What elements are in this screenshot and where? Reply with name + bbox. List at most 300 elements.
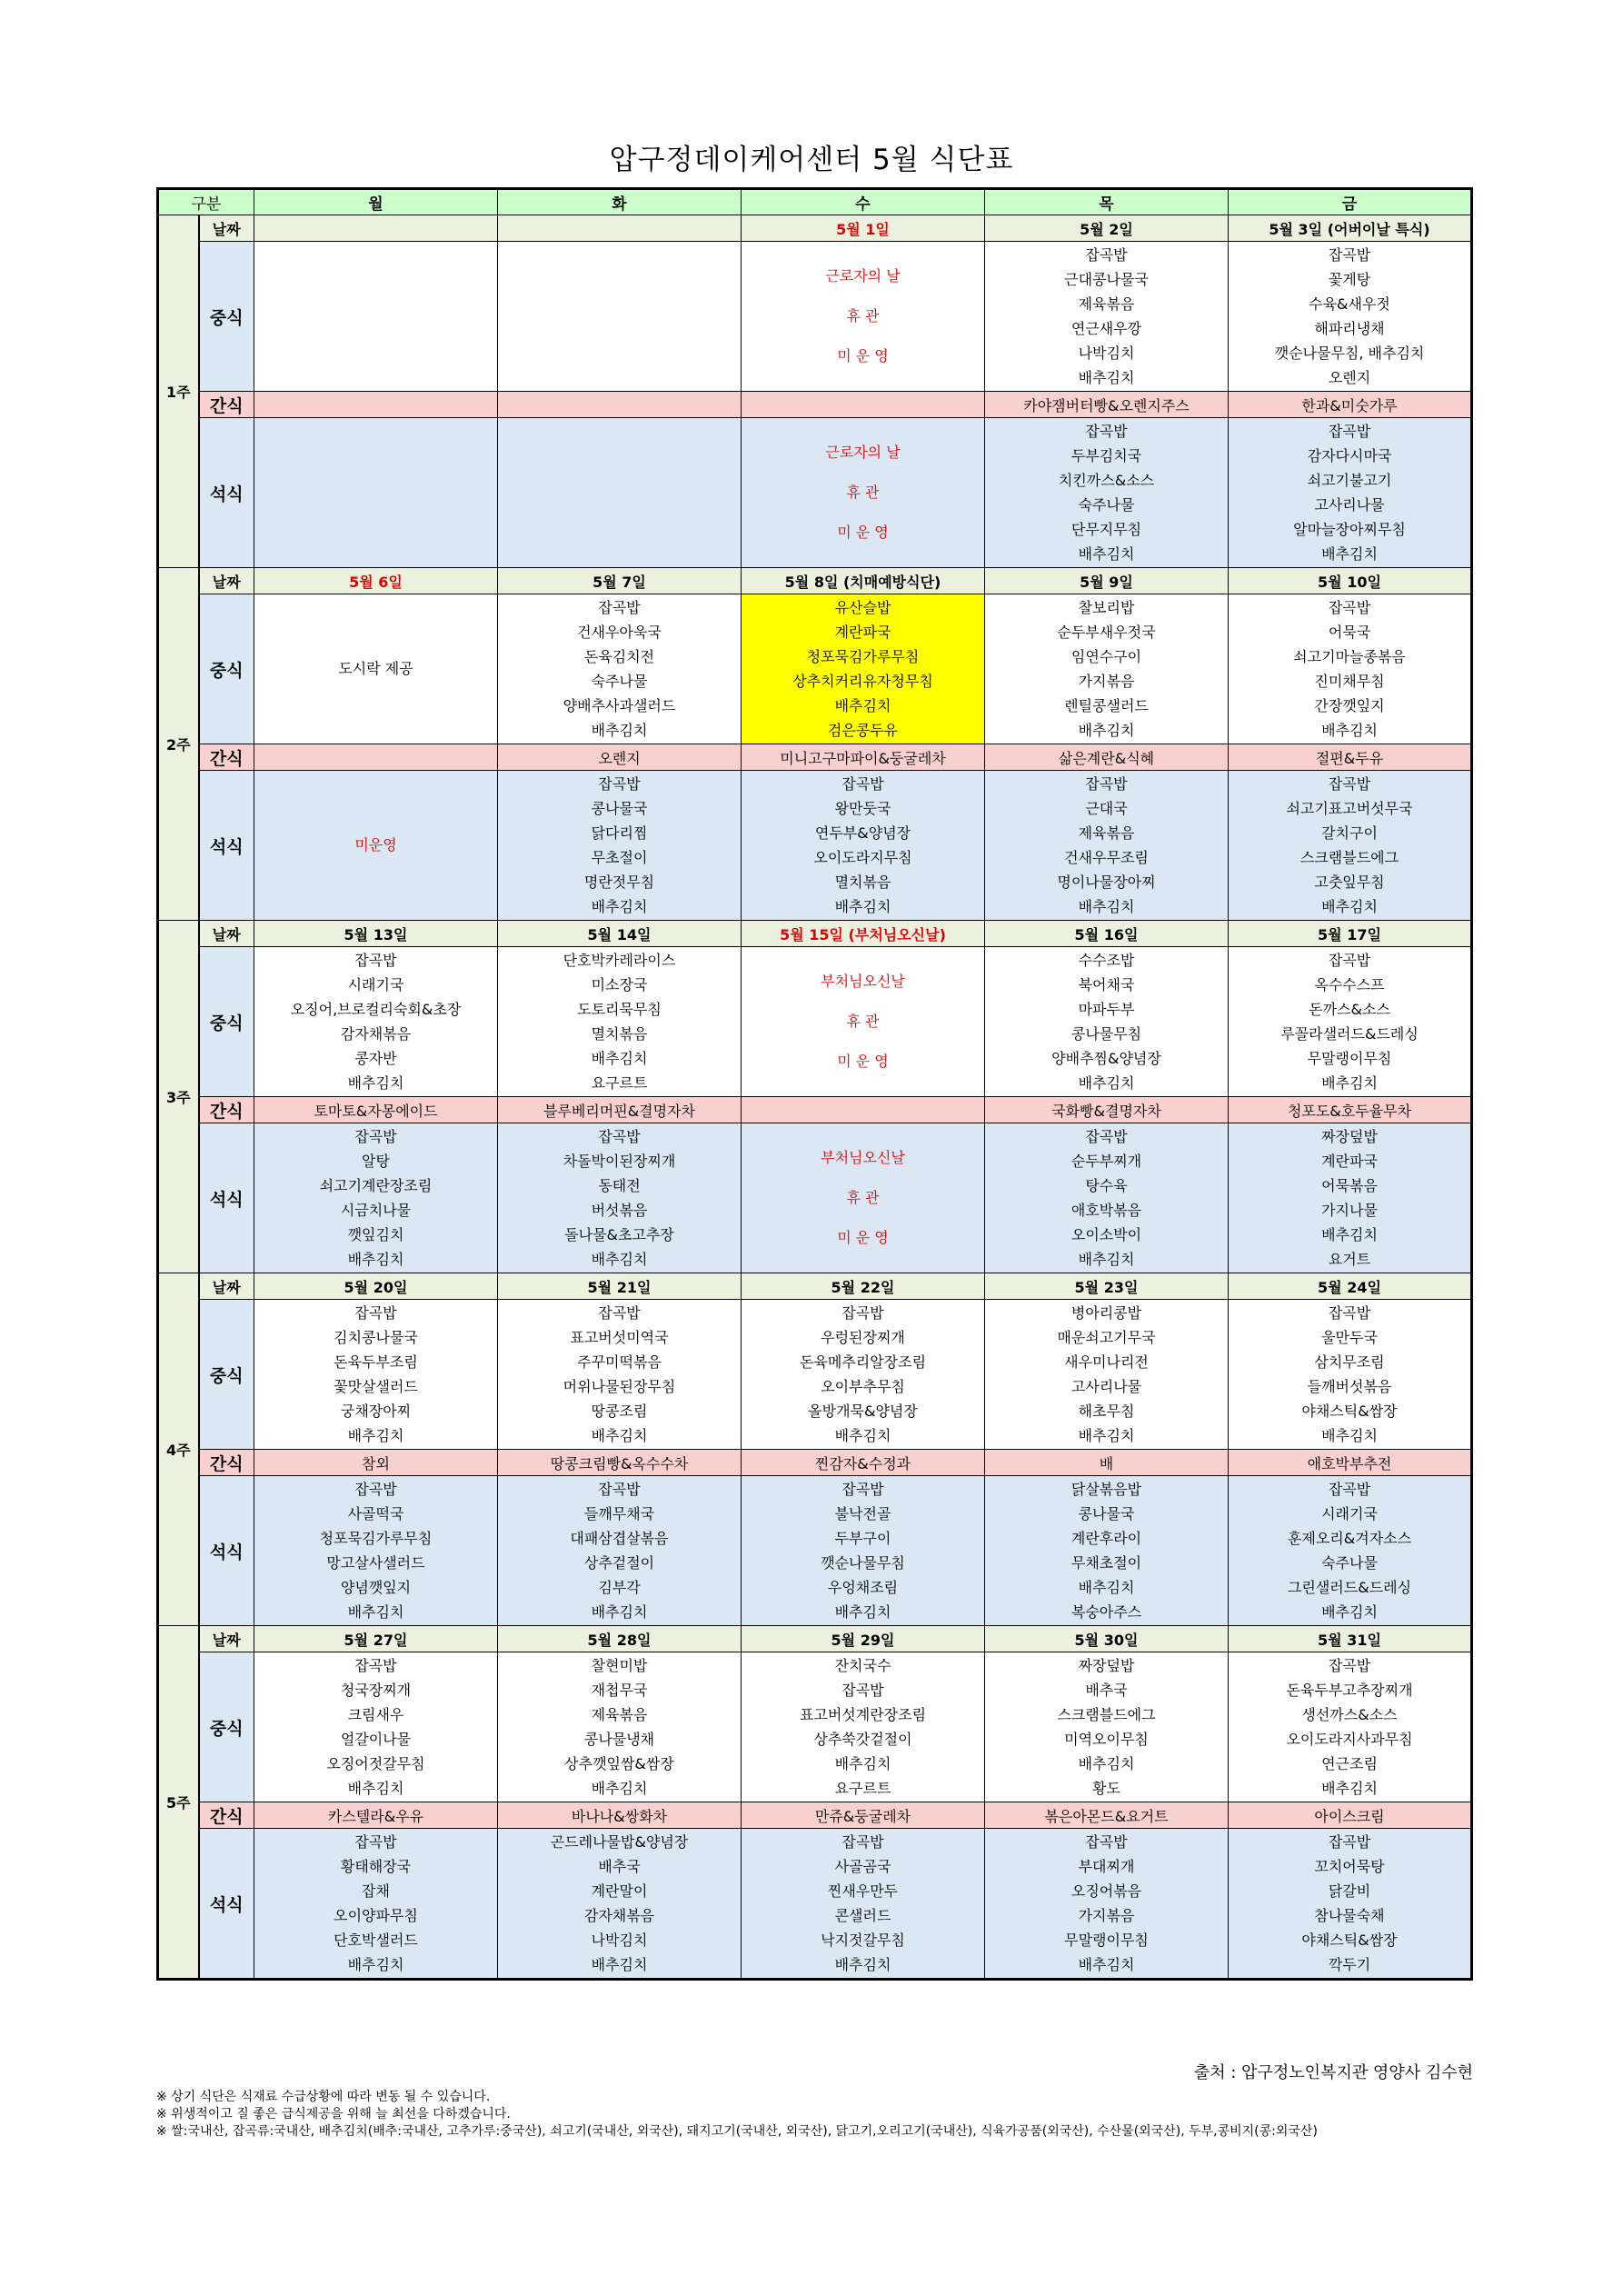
menu-item: 잡곡밥 <box>1085 1128 1128 1145</box>
menu-item: 잡곡밥 <box>354 1481 397 1498</box>
menu-item: 명이나물장아찌 <box>1057 873 1156 891</box>
menu-item: 콩자반 <box>354 1050 397 1067</box>
menu-item: 크림새우 <box>347 1706 404 1723</box>
menu-item: 곤드레나물밥&양념장 <box>550 1833 689 1851</box>
menu-item: 배추김치 <box>347 1427 404 1444</box>
dinner-row <box>158 771 1472 921</box>
menu-item: 알마늘장아찌무침 <box>1293 521 1406 538</box>
menu-item: 배추김치 <box>1321 898 1378 915</box>
lunch-cell <box>498 594 742 744</box>
menu-item: 단호박카레라이스 <box>563 952 676 969</box>
menu-item: 잡곡밥 <box>841 1481 884 1498</box>
snack-cell <box>1229 1802 1472 1829</box>
menu-item: 꽃맛살샐러드 <box>334 1378 418 1395</box>
row-label-snack: 간식 <box>199 744 254 771</box>
menu-item: 배추김치 <box>591 1427 648 1444</box>
lunch-cell <box>985 594 1229 744</box>
menu-item: 잡곡밥 <box>598 1481 641 1498</box>
row-label-date: 날짜 <box>199 1273 254 1300</box>
menu-item: 갈치구이 <box>1321 824 1378 842</box>
menu-item: 배추김치 <box>591 1780 648 1797</box>
lunch-cell <box>985 242 1229 392</box>
menu-item: 무말랭이무침 <box>1064 1932 1149 1949</box>
snack-cell <box>1229 1450 1472 1476</box>
menu-item: 배추김치 <box>591 1251 648 1268</box>
menu-item: 깻순나물무침 <box>821 1554 905 1572</box>
menu-item: 잡곡밥 <box>1328 423 1371 440</box>
lunch-cell <box>742 947 985 1097</box>
menu-item: 김부각 <box>598 1579 641 1596</box>
menu-item: 잡곡밥 <box>354 952 397 969</box>
menu-item: 무채초절이 <box>1070 1554 1142 1572</box>
date-cell: 5월 7일 <box>498 568 742 594</box>
menu-item: 무초절이 <box>591 849 648 866</box>
lunch-cell <box>1229 1300 1472 1450</box>
date-cell: 5월 21일 <box>498 1273 742 1300</box>
lunch-cell <box>498 947 742 1097</box>
menu-item: 미 운 영 <box>837 524 889 541</box>
date-row <box>158 568 1472 594</box>
lunch-cell <box>742 1652 985 1802</box>
menu-item: 배추김치 <box>591 1956 648 1973</box>
lunch-cell <box>985 1652 1229 1802</box>
menu-item: 미 운 영 <box>837 1229 889 1246</box>
menu-item: 돈육두부고추장찌개 <box>1286 1682 1413 1699</box>
dinner-cell <box>742 418 985 568</box>
snack-cell <box>254 392 498 418</box>
date-cell: 5월 2일 <box>985 215 1229 242</box>
menu-item: 오이도라지사과무침 <box>1286 1731 1413 1748</box>
week-label: 5주 <box>158 1626 199 1980</box>
menu-item: 배추김치 <box>347 1603 404 1621</box>
dinner-cell <box>498 771 742 921</box>
menu-item: 미소장국 <box>591 976 648 993</box>
dinner-cell <box>1229 771 1472 921</box>
menu-item: 순두부찌개 <box>1070 1153 1142 1170</box>
menu-item: 휴 관 <box>846 484 880 501</box>
menu-item: 해초무침 <box>1078 1403 1135 1420</box>
lunch-cell <box>498 1300 742 1450</box>
snack-item: 블루베리머핀&결명자차 <box>543 1102 696 1120</box>
menu-item: 잡곡밥 <box>354 1304 397 1322</box>
date-cell: 5월 20일 <box>254 1273 498 1300</box>
menu-item: 단무지무침 <box>1070 521 1142 538</box>
menu-item: 고춧잎무침 <box>1314 873 1385 891</box>
date-cell: 5월 13일 <box>254 921 498 947</box>
menu-item: 잡곡밥 <box>1328 599 1371 616</box>
menu-item: 청국장찌개 <box>340 1682 412 1699</box>
menu-item: 닭살볶음밥 <box>1070 1481 1142 1498</box>
menu-item: 사골곰국 <box>834 1858 891 1875</box>
menu-item: 잡곡밥 <box>841 1682 884 1699</box>
menu-item: 콩나물냉채 <box>583 1731 655 1748</box>
menu-item: 가지나물 <box>1321 1202 1378 1219</box>
menu-item: 사골떡국 <box>347 1505 404 1522</box>
menu-item: 배추김치 <box>1078 1956 1135 1973</box>
menu-item: 상추쑥갓겉절이 <box>813 1731 912 1748</box>
menu-item: 잡곡밥 <box>1085 1833 1128 1851</box>
dinner-cell <box>985 771 1229 921</box>
snack-cell <box>742 1097 985 1123</box>
menu-item: 배추김치 <box>834 1755 891 1772</box>
menu-item: 근로자의 날 <box>825 444 901 461</box>
note-line: ※ 상기 식단은 식재료 수급상황에 따라 변동 될 수 있습니다. <box>156 2090 491 2104</box>
menu-item: 쇠고기마늘종볶음 <box>1293 648 1406 665</box>
menu-item: 부처님오신날 <box>821 973 905 990</box>
menu-item: 쇠고기계란장조림 <box>319 1177 433 1194</box>
menu-item: 배추김치 <box>834 1427 891 1444</box>
menu-item: 잡채 <box>362 1882 390 1900</box>
header-day: 수 <box>742 189 985 215</box>
menu-item: 치킨까스&소스 <box>1058 472 1155 489</box>
menu-item: 수육&새우젓 <box>1309 295 1390 313</box>
lunch-cell <box>1229 242 1472 392</box>
menu-item: 잡곡밥 <box>1328 1657 1371 1674</box>
menu-item: 계란파국 <box>1321 1153 1378 1170</box>
date-cell: 5월 3일 (어버이날 특식) <box>1229 215 1472 242</box>
header-day: 목 <box>985 189 1229 215</box>
source-credit: 출처 : 압구정노인복지관 영양사 김수현 <box>1193 2063 1473 2082</box>
menu-item: 돈육메추리알장조림 <box>799 1353 927 1371</box>
menu-item: 오이도라지무침 <box>813 849 912 866</box>
menu-item: 애호박볶음 <box>1070 1202 1142 1219</box>
menu-item: 오렌지 <box>1328 369 1371 386</box>
dinner-cell <box>1229 1476 1472 1626</box>
row-label-dinner: 석식 <box>199 1123 254 1273</box>
menu-item: 꽃게탕 <box>1328 271 1371 288</box>
dinner-cell <box>1229 418 1472 568</box>
menu-item: 고사리나물 <box>1314 496 1385 514</box>
menu-item: 두부구이 <box>834 1530 891 1547</box>
lunch-cell <box>985 947 1229 1097</box>
date-cell: 5월 1일 <box>742 215 985 242</box>
row-label-date: 날짜 <box>199 215 254 242</box>
menu-item: 렌틸콩샐러드 <box>1064 697 1149 714</box>
menu-item: 숙주나물 <box>1078 496 1135 514</box>
menu-item: 도시락 제공 <box>338 660 413 677</box>
snack-item: 애호박부추전 <box>1307 1454 1392 1472</box>
menu-item: 배추김치 <box>1078 1579 1135 1596</box>
snack-row <box>158 1802 1472 1829</box>
snack-item: 절편&두유 <box>1315 749 1384 767</box>
snack-item: 미니고구마파이&둥굴레차 <box>780 749 946 767</box>
dinner-cell <box>498 1829 742 1980</box>
row-label-lunch: 중식 <box>199 1652 254 1802</box>
lunch-row <box>158 594 1472 744</box>
menu-item: 배추김치 <box>591 722 648 739</box>
snack-cell <box>254 1802 498 1829</box>
menu-item: 잡곡밥 <box>1085 775 1128 793</box>
dinner-cell <box>254 1476 498 1626</box>
date-cell: 5월 29일 <box>742 1626 985 1652</box>
menu-item: 양념깻잎지 <box>340 1579 412 1596</box>
menu-item: 버섯볶음 <box>591 1202 648 1219</box>
lunch-row <box>158 1652 1472 1802</box>
date-cell: 5월 15일 (부처님오신날) <box>742 921 985 947</box>
menu-item: 배추김치 <box>591 1603 648 1621</box>
menu-item: 요구르트 <box>591 1074 648 1092</box>
menu-item: 오징어젓갈무침 <box>326 1755 425 1772</box>
week-label: 3주 <box>158 921 199 1273</box>
dinner-cell <box>985 1829 1229 1980</box>
menu-item: 미역오이무침 <box>1064 1731 1149 1748</box>
snack-item: 토마토&자몽에이드 <box>314 1102 438 1120</box>
menu-item: 배추김치 <box>1321 545 1378 563</box>
date-row <box>158 215 1472 242</box>
date-cell <box>498 215 742 242</box>
snack-item: 한과&미숫가루 <box>1301 396 1398 414</box>
menu-item: 휴 관 <box>846 307 880 324</box>
menu-item: 오이양파무침 <box>334 1907 418 1924</box>
date-cell: 5월 17일 <box>1229 921 1472 947</box>
menu-item: 임연수구이 <box>1070 648 1142 665</box>
date-cell: 5월 9일 <box>985 568 1229 594</box>
menu-item: 미 운 영 <box>837 1053 889 1070</box>
menu-item: 멸치볶음 <box>591 1025 648 1043</box>
dinner-cell <box>1229 1829 1472 1980</box>
lunch-cell <box>254 242 498 392</box>
menu-item: 김치콩나물국 <box>334 1329 418 1346</box>
menu-item: 황도 <box>1092 1780 1120 1797</box>
row-label-date: 날짜 <box>199 1626 254 1652</box>
menu-item: 찰보리밥 <box>1078 599 1135 616</box>
menu-item: 배추국 <box>598 1858 641 1875</box>
row-label-dinner: 석식 <box>199 771 254 921</box>
menu-item: 복숭아주스 <box>1070 1603 1142 1621</box>
menu-item: 낙지젓갈무침 <box>821 1932 905 1949</box>
menu-item: 불낙전골 <box>834 1505 891 1522</box>
row-label-date: 날짜 <box>199 921 254 947</box>
date-cell: 5월 31일 <box>1229 1626 1472 1652</box>
lunch-row <box>158 242 1472 392</box>
menu-item: 재첩무국 <box>591 1682 648 1699</box>
menu-item: 잡곡밥 <box>598 775 641 793</box>
menu-item: 어묵국 <box>1328 624 1371 641</box>
lunch-cell <box>254 1300 498 1450</box>
row-label-dinner: 석식 <box>199 1829 254 1980</box>
menu-item: 휴 관 <box>846 1013 880 1030</box>
menu-item: 가지볶음 <box>1078 673 1135 690</box>
menu-item: 잡곡밥 <box>1328 246 1371 264</box>
menu-item: 깍두기 <box>1328 1956 1371 1973</box>
menu-item: 주꾸미떡볶음 <box>577 1353 662 1371</box>
lunch-cell <box>254 947 498 1097</box>
menu-item: 도토리묵무침 <box>577 1001 662 1018</box>
menu-item: 짜장덮밥 <box>1321 1128 1378 1145</box>
menu-item: 나박김치 <box>1078 344 1135 362</box>
date-row <box>158 1273 1472 1300</box>
snack-cell <box>1229 744 1472 771</box>
menu-item: 알탕 <box>362 1153 390 1170</box>
menu-item: 간장깻잎지 <box>1314 697 1385 714</box>
dinner-cell <box>254 418 498 568</box>
menu-item: 청포묵김가루무침 <box>319 1530 433 1547</box>
date-row <box>158 1626 1472 1652</box>
menu-item: 잡곡밥 <box>354 1657 397 1674</box>
menu-item: 망고살사샐러드 <box>326 1554 425 1572</box>
row-label-snack: 간식 <box>199 1802 254 1829</box>
menu-item: 꼬치어묵탕 <box>1314 1858 1385 1875</box>
menu-item: 표고버섯계란장조림 <box>799 1706 927 1723</box>
lunch-cell <box>742 1300 985 1450</box>
row-label-snack: 간식 <box>199 392 254 418</box>
menu-item: 배추김치 <box>1321 1427 1378 1444</box>
menu-item: 닭갈비 <box>1328 1882 1371 1900</box>
menu-item: 스크램블드에그 <box>1299 849 1399 866</box>
menu-item: 미 운 영 <box>837 347 889 364</box>
menu-item: 잡곡밥 <box>598 1304 641 1322</box>
menu-item: 잡곡밥 <box>841 1833 884 1851</box>
menu-item: 해파리냉채 <box>1314 320 1385 337</box>
snack-cell <box>1229 1097 1472 1123</box>
date-cell: 5월 22일 <box>742 1273 985 1300</box>
snack-item: 청포도&호두율무차 <box>1287 1102 1412 1120</box>
dinner-row <box>158 1123 1472 1273</box>
menu-item: 휴 관 <box>846 1189 880 1206</box>
menu-item: 계란파국 <box>834 624 891 641</box>
menu-item: 돌나물&초고추장 <box>564 1226 674 1243</box>
menu-item: 잡곡밥 <box>1085 423 1128 440</box>
row-label-snack: 간식 <box>199 1450 254 1476</box>
lunch-cell <box>1229 1652 1472 1802</box>
menu-item: 오징어볶음 <box>1070 1882 1142 1900</box>
lunch-cell <box>498 242 742 392</box>
menu-item: 가지볶음 <box>1078 1907 1135 1924</box>
menu-item: 제육볶음 <box>1078 295 1135 313</box>
menu-item: 동태전 <box>598 1177 641 1194</box>
week-label: 4주 <box>158 1273 199 1626</box>
header-day: 금 <box>1229 189 1472 215</box>
menu-item: 감자다시마국 <box>1307 447 1392 464</box>
menu-item: 배추김치 <box>1078 1251 1135 1268</box>
menu-item: 시래기국 <box>1321 1505 1378 1522</box>
menu-item: 고사리나물 <box>1070 1378 1142 1395</box>
menu-item: 무말랭이무침 <box>1307 1050 1392 1067</box>
snack-item: 국화빵&결명자차 <box>1051 1102 1161 1120</box>
menu-item: 짜장덮밥 <box>1078 1657 1135 1674</box>
dinner-row <box>158 1829 1472 1980</box>
date-row <box>158 921 1472 947</box>
menu-item: 북어채국 <box>1078 976 1135 993</box>
lunch-cell <box>1229 594 1472 744</box>
dinner-cell <box>985 1476 1229 1626</box>
menu-item: 배추김치 <box>834 697 891 714</box>
lunch-row <box>158 947 1472 1097</box>
menu-item: 배추김치 <box>1321 722 1378 739</box>
notes <box>156 2089 1474 2141</box>
menu-item: 잡곡밥 <box>1328 1304 1371 1322</box>
menu-item: 연근조림 <box>1321 1755 1378 1772</box>
date-cell: 5월 6일 <box>254 568 498 594</box>
menu-item: 콩나물국 <box>1078 1505 1135 1522</box>
snack-cell <box>498 1802 742 1829</box>
row-label-lunch: 중식 <box>199 947 254 1097</box>
menu-item: 제육볶음 <box>1078 824 1135 842</box>
menu-item: 건새우아욱국 <box>577 624 662 641</box>
menu-item: 매운쇠고기무국 <box>1057 1329 1156 1346</box>
menu-item: 훈제오리&겨자소스 <box>1287 1530 1412 1547</box>
dinner-cell <box>254 1123 498 1273</box>
header-row <box>158 189 1472 215</box>
menu-item: 배추김치 <box>1321 1780 1378 1797</box>
menu-item: 탕수육 <box>1085 1177 1128 1194</box>
menu-item: 제육볶음 <box>591 1706 648 1723</box>
row-label-dinner: 석식 <box>199 418 254 568</box>
menu-item: 상추치커리유자청무침 <box>792 673 933 690</box>
snack-cell <box>1229 392 1472 418</box>
menu-item: 우렁된장찌개 <box>821 1329 905 1346</box>
row-label-snack: 간식 <box>199 1097 254 1123</box>
menu-item: 그린샐러드&드레싱 <box>1287 1579 1412 1596</box>
note-line: ※ 쌀:국내산, 잡곡류:국내산, 배추김치(배추:국내산, 고추가루:중국산), 쇠고기(국내산, 외국산), 돼지고기(국내산, 외국산), 닭고기,오리고기(국내산), 식육가공품(외국산), 수산물(외국산), 두부,콩비지(콩:외국산) <box>156 2124 1318 2139</box>
snack-item: 오렌지 <box>598 749 641 767</box>
snack-cell <box>985 1450 1229 1476</box>
snack-item: 볶은아몬드&요거트 <box>1044 1807 1169 1825</box>
snack-cell <box>498 744 742 771</box>
menu-item: 우엉채조림 <box>827 1579 899 1596</box>
lunch-row <box>158 1300 1472 1450</box>
menu-item: 배추김치 <box>347 1074 404 1092</box>
menu-item: 배추김치 <box>1078 1427 1135 1444</box>
header-category: 구분 <box>158 189 254 215</box>
menu-item: 연근새우깡 <box>1070 320 1142 337</box>
date-cell: 5월 24일 <box>1229 1273 1472 1300</box>
menu-item: 검은콩두유 <box>827 722 899 739</box>
menu-item: 궁채장아찌 <box>340 1403 412 1420</box>
menu-item: 표고버섯미역국 <box>570 1329 669 1346</box>
menu-item: 잡곡밥 <box>598 1128 641 1145</box>
menu-item: 대패삼겹살볶음 <box>570 1530 669 1547</box>
menu-item: 닭다리찜 <box>591 824 648 842</box>
lunch-cell <box>254 594 498 744</box>
date-cell: 5월 28일 <box>498 1626 742 1652</box>
note-line: ※ 위생적이고 질 좋은 급식제공을 위해 늘 최선을 다하겠습니다. <box>156 2107 511 2121</box>
menu-item: 왕만둣국 <box>834 800 891 817</box>
snack-cell <box>498 1097 742 1123</box>
snack-item: 삶은계란&식혜 <box>1058 749 1155 767</box>
snack-cell <box>742 744 985 771</box>
lunch-cell <box>742 594 985 744</box>
menu-item: 시래기국 <box>347 976 404 993</box>
header-day: 월 <box>254 189 498 215</box>
menu-item: 계란말이 <box>591 1882 648 1900</box>
menu-item: 배추김치 <box>591 1050 648 1067</box>
menu-item: 감자채볶음 <box>340 1025 412 1043</box>
menu-item: 배추김치 <box>1078 722 1135 739</box>
menu-table <box>156 187 1473 1981</box>
row-label-lunch: 중식 <box>199 242 254 392</box>
menu-item: 배추김치 <box>1078 898 1135 915</box>
menu-item: 야채스틱&쌈장 <box>1301 1932 1398 1949</box>
menu-item: 올방개묵&양념장 <box>808 1403 918 1420</box>
menu-item: 야채스틱&쌈장 <box>1301 1403 1398 1420</box>
menu-item: 오이부추무침 <box>821 1378 905 1395</box>
menu-item: 유산슬밥 <box>834 599 891 616</box>
snack-item: 아이스크림 <box>1314 1807 1385 1825</box>
dinner-row <box>158 418 1472 568</box>
menu-item: 생선까스&소스 <box>1301 1706 1398 1723</box>
menu-item: 잡곡밥 <box>1328 952 1371 969</box>
menu-item: 들깨버섯볶음 <box>1307 1378 1392 1395</box>
snack-item: 카스텔라&우유 <box>327 1807 424 1825</box>
menu-item: 머위나물된장무침 <box>563 1378 676 1395</box>
snack-cell <box>498 392 742 418</box>
menu-item: 근대국 <box>1085 800 1128 817</box>
snack-row <box>158 392 1472 418</box>
dinner-cell <box>498 1476 742 1626</box>
lunch-cell <box>254 1652 498 1802</box>
menu-item: 연두부&양념장 <box>814 824 911 842</box>
